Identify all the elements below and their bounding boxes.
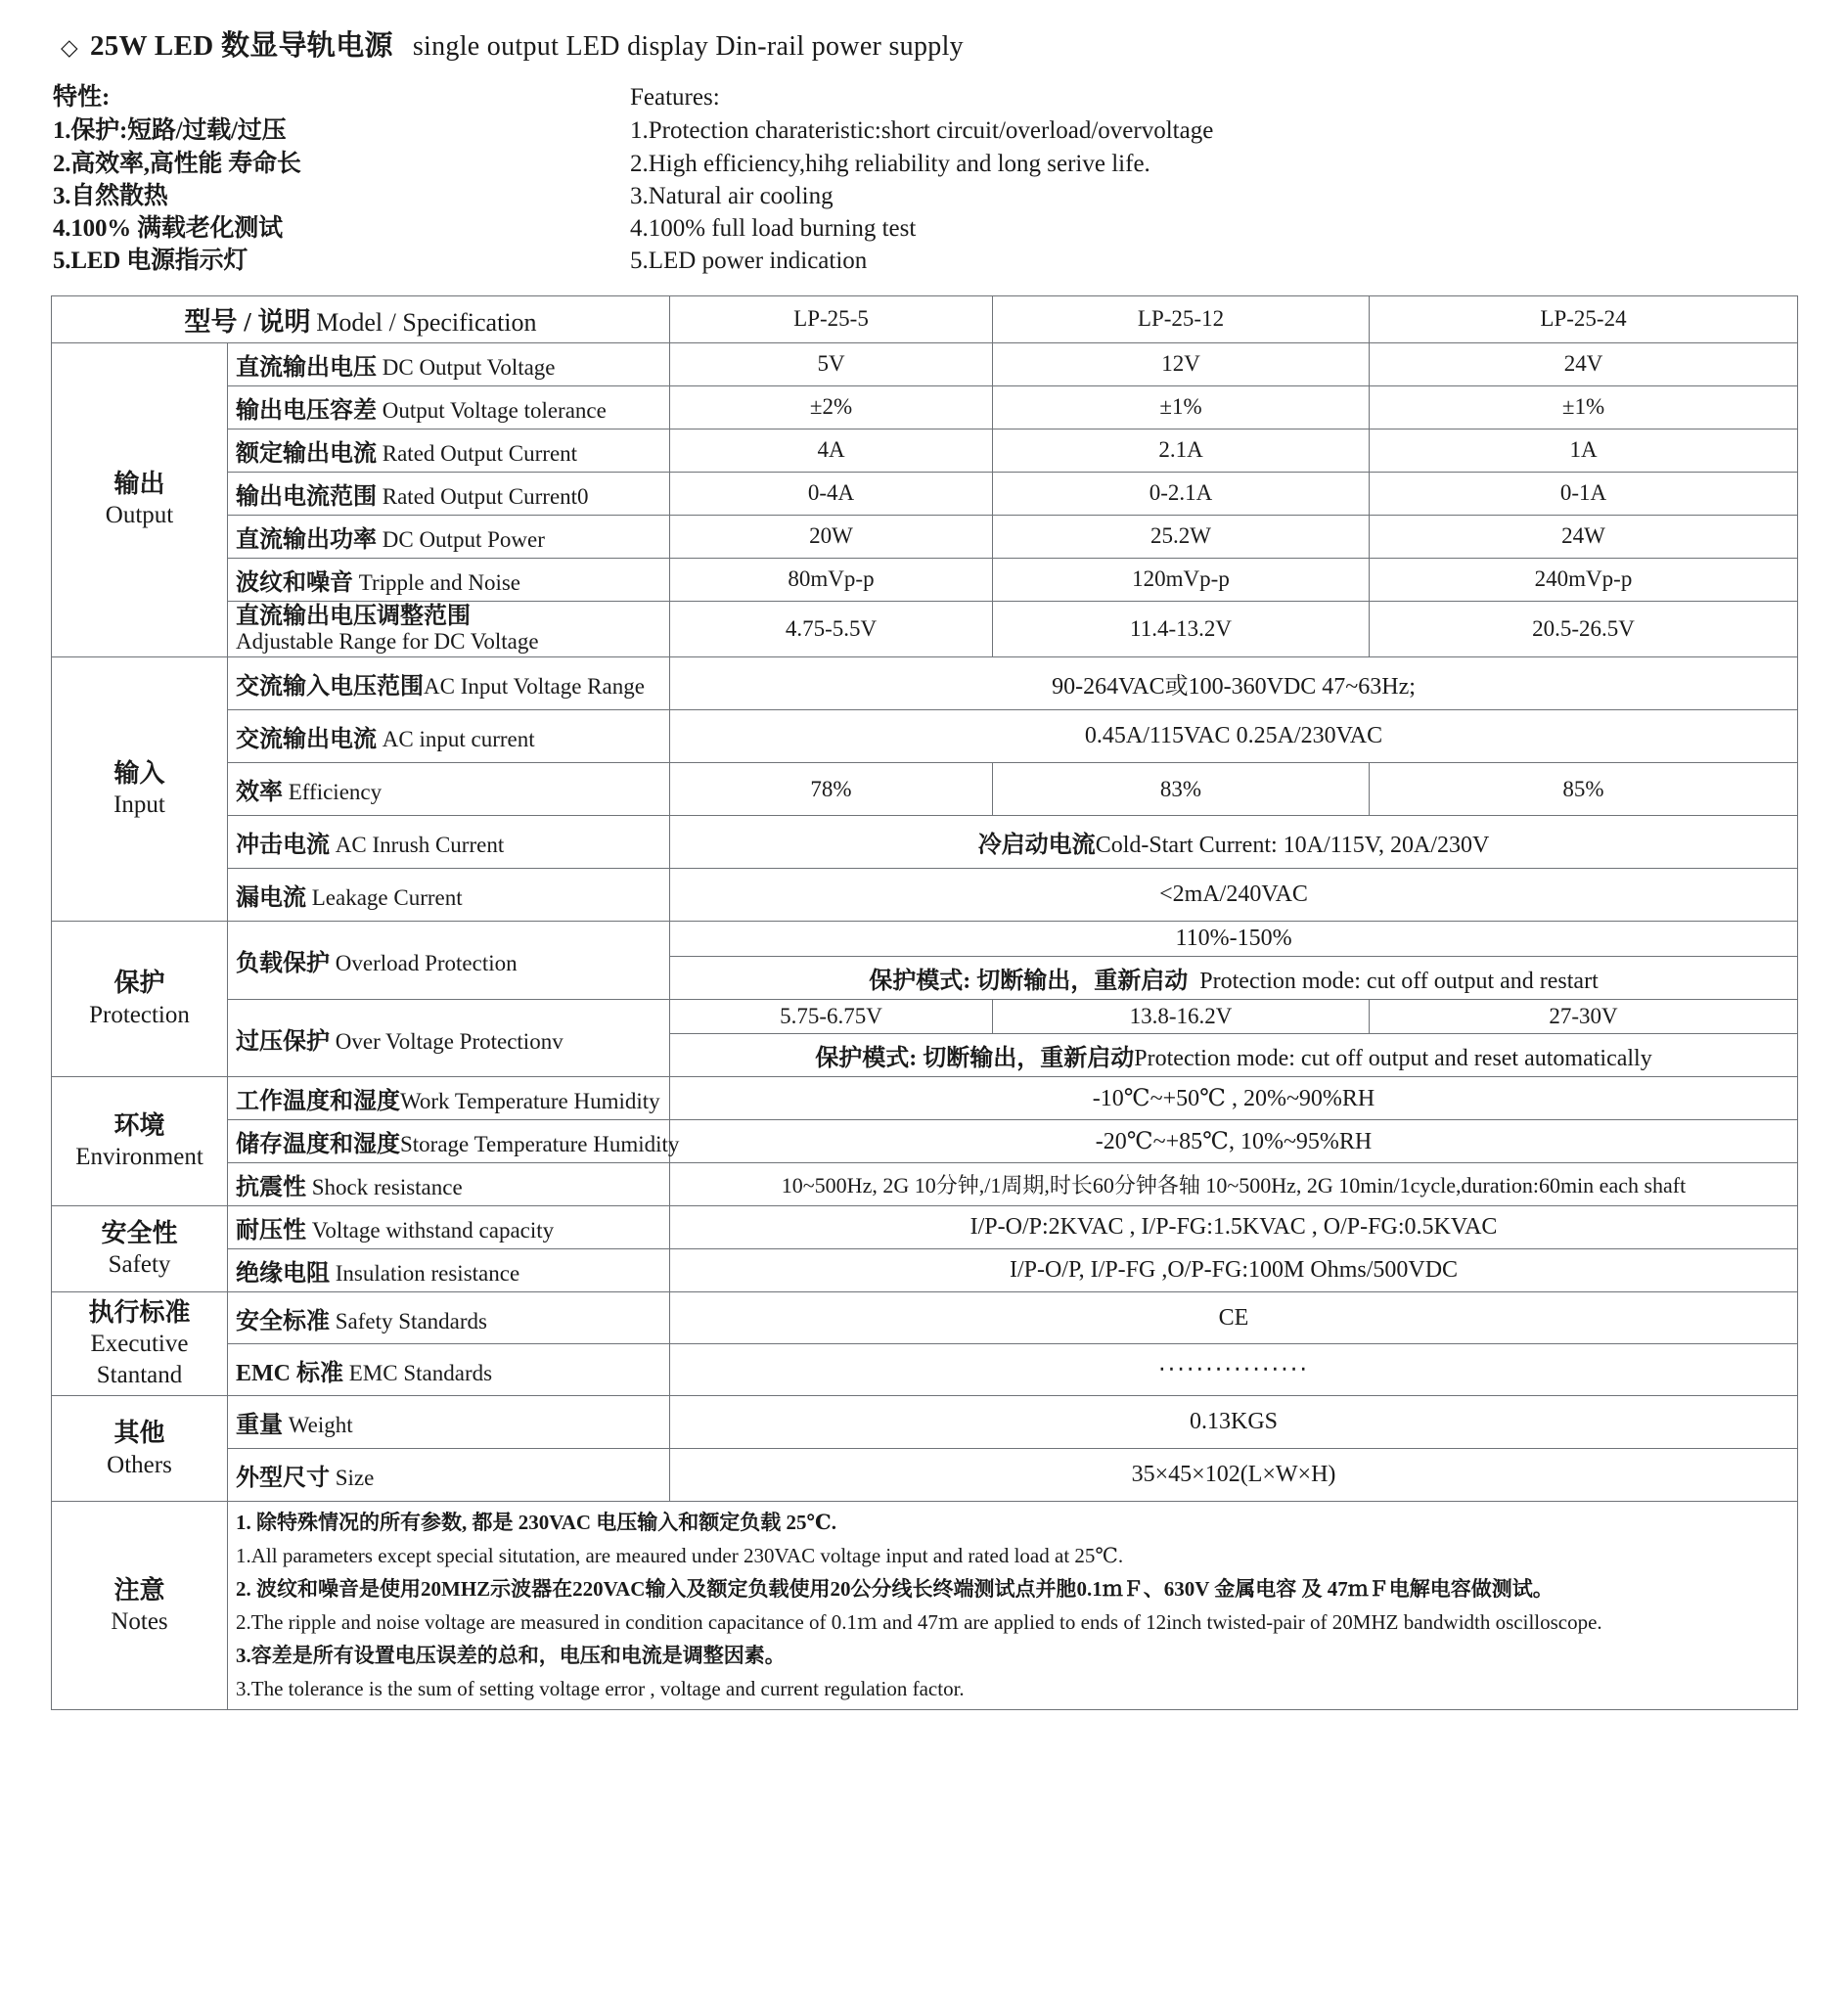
param-label-cn: 绝缘电阻 bbox=[236, 1261, 330, 1288]
group-protection-cn: 保护 bbox=[113, 969, 165, 998]
value-cell-span: 10~500Hz, 2G 10分钟,/1周期,时长60分钟各轴 10~500Hz, 2G 10min/1cycle,duration:60min each shaft bbox=[670, 1163, 1798, 1206]
param-over-voltage-protection bbox=[228, 1000, 670, 1077]
value-cell: 13.8-16.2V bbox=[993, 1000, 1370, 1034]
value-cell: ±2% bbox=[670, 385, 993, 429]
model-column-1: LP-25-5 bbox=[670, 295, 993, 342]
param-label-cn: 直流输出电压调整范围 bbox=[236, 603, 471, 629]
param-ac-input-current bbox=[228, 710, 670, 763]
value-cell: 20.5-26.5V bbox=[1370, 601, 1798, 657]
value-cell: 4A bbox=[670, 429, 993, 472]
group-executive-standard bbox=[52, 1292, 228, 1396]
value-cell-span: 0.13KGS bbox=[670, 1396, 1798, 1449]
value-cell-span: I/P-O/P:2KVAC , I/P-FG:1.5KVAC , O/P-FG:0.5KVAC bbox=[670, 1206, 1798, 1249]
feature-en-item: 1.Protection charateristic:short circuit/overload/overvoltage bbox=[630, 117, 1214, 145]
model-column-3: LP-25-24 bbox=[1370, 295, 1798, 342]
value-cell-span: 90-264VAC或100-360VDC 47~63Hz; bbox=[670, 657, 1798, 710]
feature-en-item: 2.High efficiency,hihg reliability and long serive life. bbox=[630, 150, 1150, 177]
param-label-cn: 储存温度和湿度 bbox=[236, 1132, 400, 1158]
feature-cn-item: 3.自然散热 bbox=[53, 182, 168, 209]
value-cell: 2.1A bbox=[993, 429, 1370, 472]
param-overload-protection bbox=[228, 922, 670, 1000]
value-cell: 12V bbox=[993, 342, 1370, 385]
value-cell-span: ‧‧‧‧‧‧‧‧‧‧‧‧‧‧‧‧ bbox=[670, 1344, 1798, 1396]
value-cell: 5.75-6.75V bbox=[670, 1000, 993, 1034]
param-weight bbox=[228, 1396, 670, 1449]
value-cell-span: 35×45×102(L×W×H) bbox=[670, 1449, 1798, 1502]
features-chinese bbox=[53, 81, 630, 278]
param-label-en: Voltage withstand capacity bbox=[311, 1218, 555, 1243]
overload-mode-cn: 保护模式: 切断输出，重新启动 bbox=[869, 969, 1189, 995]
param-label-en: Size bbox=[335, 1466, 375, 1491]
param-insulation-resistance bbox=[228, 1249, 670, 1292]
value-cell-span bbox=[670, 816, 1798, 869]
param-label-cn: 工作温度和湿度 bbox=[236, 1089, 400, 1115]
table-row bbox=[52, 342, 1798, 385]
specification-table bbox=[51, 295, 1798, 1711]
inrush-value-cn: 冷启动电流 bbox=[977, 833, 1096, 859]
param-label-en: Rated Output Current bbox=[382, 440, 578, 466]
table-row bbox=[52, 922, 1798, 957]
param-label-cn: 过压保护 bbox=[236, 1028, 330, 1055]
table-row bbox=[52, 869, 1798, 922]
param-label-cn: 负载保护 bbox=[236, 951, 330, 977]
value-cell: 5V bbox=[670, 342, 993, 385]
note-line: 3.The tolerance is the sum of setting voltage error , voltage and current regulation factor. bbox=[236, 1677, 965, 1701]
value-cell: 11.4-13.2V bbox=[993, 601, 1370, 657]
param-emc-standards bbox=[228, 1344, 670, 1396]
table-row bbox=[52, 601, 1798, 657]
table-row bbox=[52, 472, 1798, 515]
group-environment-cn: 环境 bbox=[113, 1110, 165, 1140]
param-ripple-and-noise bbox=[228, 558, 670, 601]
group-safety-en: Safety bbox=[108, 1251, 171, 1279]
param-dc-output-power bbox=[228, 515, 670, 558]
group-input bbox=[52, 657, 228, 922]
param-label-en: Output Voltage tolerance bbox=[382, 397, 607, 423]
param-label-en: Shock resistance bbox=[311, 1175, 463, 1200]
table-row bbox=[52, 515, 1798, 558]
feature-en-item: 4.100% full load burning test bbox=[630, 215, 917, 242]
value-cell: 0-4A bbox=[670, 472, 993, 515]
param-label-cn: 抗震性 bbox=[236, 1175, 306, 1201]
param-label-en: Storage Temperature Humidity bbox=[400, 1132, 680, 1157]
features-cn-heading: 特性: bbox=[53, 84, 111, 111]
value-cell: 4.75-5.5V bbox=[670, 601, 993, 657]
feature-en-item: 3.Natural air cooling bbox=[630, 182, 834, 209]
table-row bbox=[52, 1120, 1798, 1163]
param-label-en: Rated Output Current0 bbox=[382, 483, 589, 509]
param-storage-temperature-humidity bbox=[228, 1120, 680, 1163]
note-line: 2. 波纹和噪音是使用20MHZ示波器在220VAC输入及额定负载使用20公分线长终端测试点并肔0.1ｍＦ、630V 金属电容 及 47ｍＦ电解电容做测试。 bbox=[236, 1577, 1554, 1602]
value-cell: 27-30V bbox=[1370, 1000, 1798, 1034]
param-ac-input-voltage-range bbox=[228, 657, 670, 710]
table-row bbox=[52, 1449, 1798, 1502]
feature-cn-item: 4.100% 满载老化测试 bbox=[53, 215, 283, 242]
value-cell-span: 0.45A/115VAC 0.25A/230VAC bbox=[670, 710, 1798, 763]
param-label-en: AC input current bbox=[382, 727, 535, 752]
table-row bbox=[52, 1206, 1798, 1249]
table-row bbox=[52, 763, 1798, 816]
ovp-mode-en: Protection mode: cut off output and reset automatically bbox=[1134, 1046, 1652, 1072]
param-output-current-range bbox=[228, 472, 670, 515]
value-cell: 78% bbox=[670, 763, 993, 816]
param-label-cn: 输出电流范围 bbox=[236, 483, 377, 510]
group-notes-en: Notes bbox=[111, 1608, 168, 1636]
value-cell: 24W bbox=[1370, 515, 1798, 558]
param-label-cn: 波纹和噪音 bbox=[236, 569, 353, 596]
param-label-cn: 耐压性 bbox=[236, 1218, 306, 1244]
value-cell: 85% bbox=[1370, 763, 1798, 816]
value-cell-span: -10℃~+50℃ , 20%~90%RH bbox=[670, 1077, 1798, 1120]
value-cell: 1A bbox=[1370, 429, 1798, 472]
model-column-2: LP-25-12 bbox=[993, 295, 1370, 342]
table-row bbox=[52, 816, 1798, 869]
group-output-en: Output bbox=[105, 502, 174, 529]
param-rated-output-current bbox=[228, 429, 670, 472]
param-work-temperature-humidity bbox=[228, 1077, 670, 1120]
param-label-cn: 安全标准 bbox=[236, 1308, 330, 1334]
value-cell-span: <2mA/240VAC bbox=[670, 869, 1798, 922]
group-others-cn: 其他 bbox=[113, 1419, 165, 1448]
param-label-cn: EMC 标准 bbox=[236, 1360, 343, 1386]
param-label-cn: 冲击电流 bbox=[236, 833, 330, 859]
model-header-cell bbox=[52, 295, 670, 342]
param-label-en: Insulation resistance bbox=[335, 1261, 520, 1287]
note-line: 2.The ripple and noise voltage are measured in condition capacitance of 0.1ｍ and 47ｍ are applied to ends of 12inch twisted-pair of 20MHZ bandwidth oscilloscope. bbox=[236, 1610, 1602, 1635]
value-cell-span: I/P-O/P, I/P-FG ,O/P-FG:100M Ohms/500VDC bbox=[670, 1249, 1798, 1292]
value-cell: 25.2W bbox=[993, 515, 1370, 558]
param-label-cn: 额定输出电流 bbox=[236, 440, 377, 467]
page-title-en: single output LED display Din-rail power supply bbox=[412, 31, 964, 62]
table-row bbox=[52, 657, 1798, 710]
notes-body bbox=[228, 1502, 1798, 1710]
group-input-cn: 输入 bbox=[113, 758, 165, 788]
ovp-protection-mode bbox=[670, 1034, 1798, 1077]
param-label-cn: 直流输出电压 bbox=[236, 354, 377, 381]
feature-cn-item: 2.高效率,高性能 寿命长 bbox=[53, 150, 301, 177]
group-safety-cn: 安全性 bbox=[101, 1218, 178, 1247]
value-cell: 20W bbox=[670, 515, 993, 558]
param-label-en: AC Input Voltage Range bbox=[424, 674, 645, 700]
note-line: 1. 除特殊情况的所有参数, 都是 230VAC 电压输入和额定负载 25℃. bbox=[236, 1511, 836, 1535]
param-label-cn: 交流输入电压范围 bbox=[236, 674, 424, 701]
param-label-en: EMC Standards bbox=[348, 1360, 493, 1385]
value-cell: 120mVp-p bbox=[993, 558, 1370, 601]
group-executive-en: Executive bbox=[90, 1331, 189, 1358]
param-label-cn: 直流输出功率 bbox=[236, 526, 377, 553]
param-leakage-current bbox=[228, 869, 670, 922]
table-row bbox=[52, 1077, 1798, 1120]
param-label-en: Leakage Current bbox=[311, 885, 463, 911]
page-title-cn: 25W LED 数显导轨电源 bbox=[90, 30, 393, 62]
param-label-en: AC Inrush Current bbox=[335, 833, 505, 858]
param-efficiency bbox=[228, 763, 670, 816]
overload-protection-mode bbox=[670, 957, 1798, 1000]
table-row bbox=[52, 1344, 1798, 1396]
group-safety bbox=[52, 1206, 228, 1292]
feature-en-item: 5.LED power indication bbox=[630, 248, 868, 275]
model-header-en: Model / Specification bbox=[316, 307, 537, 337]
feature-cn-item: 1.保护:短路/过载/过压 bbox=[53, 117, 287, 145]
param-label-cn: 外型尺寸 bbox=[236, 1466, 330, 1492]
param-label-en: Over Voltage Protectionv bbox=[335, 1028, 563, 1054]
table-row bbox=[52, 1000, 1798, 1034]
group-output-cn: 输出 bbox=[113, 470, 165, 499]
value-cell: ±1% bbox=[993, 385, 1370, 429]
table-row bbox=[52, 429, 1798, 472]
page-title bbox=[51, 14, 1797, 69]
param-label-cn: 效率 bbox=[236, 780, 283, 806]
overload-mode-en: Protection mode: cut off output and restart bbox=[1199, 969, 1599, 995]
value-cell: ±1% bbox=[1370, 385, 1798, 429]
param-label-cn: 漏电流 bbox=[236, 885, 306, 912]
table-row bbox=[52, 385, 1798, 429]
group-notes-cn: 注意 bbox=[113, 1575, 165, 1605]
group-environment-en: Environment bbox=[75, 1144, 203, 1171]
param-label-en: Adjustable Range for DC Voltage bbox=[236, 629, 539, 655]
param-label-en: Efficiency bbox=[288, 780, 383, 805]
value-cell: 83% bbox=[993, 763, 1370, 816]
param-label-cn: 交流输出电流 bbox=[236, 727, 377, 753]
value-cell: 240mVp-p bbox=[1370, 558, 1798, 601]
group-others bbox=[52, 1396, 228, 1502]
param-label-en: Tripple and Noise bbox=[358, 569, 521, 595]
param-label-en: DC Output Voltage bbox=[382, 354, 556, 380]
value-cell: 0-2.1A bbox=[993, 472, 1370, 515]
group-environment bbox=[52, 1077, 228, 1206]
table-row bbox=[52, 710, 1798, 763]
group-notes bbox=[52, 1502, 228, 1710]
value-cell-span: -20℃~+85℃, 10%~95%RH bbox=[670, 1120, 1798, 1163]
inrush-value-en: Cold-Start Current: 10A/115V, 20A/230V bbox=[1095, 833, 1490, 859]
param-safety-standards bbox=[228, 1292, 670, 1344]
table-row bbox=[52, 558, 1798, 601]
group-executive-en2: Stantand bbox=[96, 1362, 183, 1389]
param-label-en: Work Temperature Humidity bbox=[400, 1089, 660, 1114]
value-cell: 80mVp-p bbox=[670, 558, 993, 601]
features-english bbox=[630, 81, 1706, 278]
param-adjustable-range bbox=[228, 601, 670, 657]
param-ac-inrush-current bbox=[228, 816, 670, 869]
group-others-en: Others bbox=[107, 1451, 172, 1478]
group-input-en: Input bbox=[113, 791, 165, 819]
param-size bbox=[228, 1449, 670, 1502]
param-label-en: Safety Standards bbox=[335, 1308, 487, 1334]
param-output-voltage-tolerance bbox=[228, 385, 670, 429]
model-header-cn: 型号 / 说明 bbox=[184, 306, 311, 337]
note-line: 3.容差是所有设置电压误差的总和，电压和电流是调整因素。 bbox=[236, 1644, 786, 1668]
table-row bbox=[52, 1163, 1798, 1206]
features-en-heading: Features: bbox=[630, 84, 720, 111]
param-label-en: Weight bbox=[288, 1413, 353, 1438]
group-output bbox=[52, 342, 228, 657]
group-protection bbox=[52, 922, 228, 1077]
value-cell-span: CE bbox=[670, 1292, 1798, 1344]
diamond-icon: ◇ bbox=[61, 35, 78, 60]
table-row bbox=[52, 1249, 1798, 1292]
value-cell: 24V bbox=[1370, 342, 1798, 385]
value-cell: 0-1A bbox=[1370, 472, 1798, 515]
group-protection-en: Protection bbox=[89, 1001, 190, 1028]
param-shock-resistance bbox=[228, 1163, 670, 1206]
param-label-cn: 重量 bbox=[236, 1413, 283, 1439]
param-voltage-withstand-capacity bbox=[228, 1206, 670, 1249]
param-label-en: DC Output Power bbox=[382, 526, 545, 552]
table-header-row bbox=[52, 295, 1798, 342]
param-dc-output-voltage bbox=[228, 342, 670, 385]
feature-cn-item: 5.LED 电源指示灯 bbox=[53, 248, 248, 275]
param-label-cn: 输出电压容差 bbox=[236, 397, 377, 424]
note-line: 1.All parameters except special situtation, are meaured under 230VAC voltage input and rated load at 25℃. bbox=[236, 1544, 1124, 1568]
table-row-notes bbox=[52, 1502, 1798, 1710]
param-label-en: Overload Protection bbox=[335, 951, 518, 976]
overload-value: 110%-150% bbox=[670, 922, 1798, 957]
table-row bbox=[52, 1396, 1798, 1449]
table-row bbox=[52, 1292, 1798, 1344]
features-section bbox=[51, 69, 1797, 294]
ovp-mode-cn: 保护模式: 切断输出，重新启动 bbox=[815, 1046, 1135, 1072]
group-executive-cn: 执行标准 bbox=[88, 1298, 191, 1328]
